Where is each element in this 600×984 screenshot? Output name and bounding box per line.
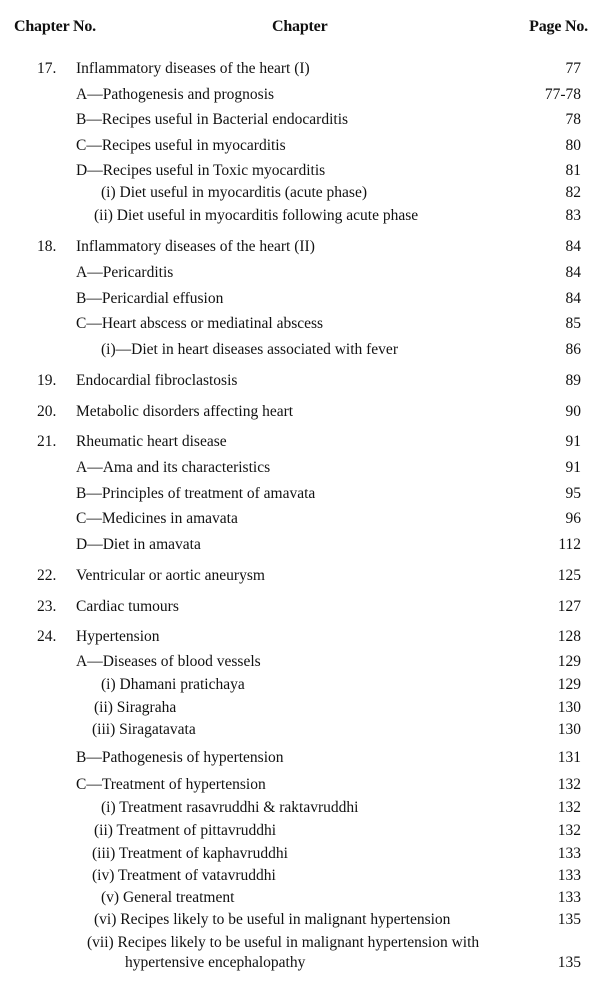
page-number: 130 (557, 721, 581, 738)
chapter-number: 24. (37, 628, 57, 645)
entry-title: (ii) Siragraha (94, 699, 177, 716)
entry-title: D—Recipes useful in Toxic myocarditis (76, 162, 326, 179)
toc-subentry (0, 111, 600, 133)
toc-entry-20 (0, 403, 600, 425)
toc-subentry (0, 822, 600, 844)
toc-subentry (0, 845, 600, 867)
entry-title: C—Recipes useful in myocarditis (76, 137, 286, 154)
entry-title: (i) Diet useful in myocarditis (acute phase) (101, 184, 367, 201)
page-number: 135 (557, 954, 581, 971)
entry-title: (iv) Treatment of vatavruddhi (92, 867, 276, 884)
toc-subentry (0, 162, 600, 184)
page-number: 83 (565, 207, 581, 224)
page-number: 127 (557, 598, 581, 615)
toc-subentry (0, 290, 600, 312)
toc-subentry-continued (0, 954, 600, 976)
entry-title: (vi) Recipes likely to be useful in malignant hypertension (94, 911, 451, 928)
toc-subentry (0, 315, 600, 337)
toc-subentry (0, 137, 600, 159)
page-number: 77-78 (544, 86, 581, 103)
toc-subentry (0, 459, 600, 481)
page-number: 95 (565, 485, 581, 502)
page-number: 133 (557, 867, 581, 884)
toc-subentry (0, 184, 600, 206)
page-number: 81 (565, 162, 581, 179)
chapter-number: 18. (37, 238, 57, 255)
page-number: 96 (565, 510, 581, 527)
toc-subentry (0, 699, 600, 721)
entry-title: D—Diet in amavata (76, 536, 201, 553)
chapter-number: 17. (37, 60, 57, 77)
entry-title: (ii) Treatment of pittavruddhi (94, 822, 277, 839)
page-number: 129 (557, 653, 581, 670)
entry-title: (iii) Siragatavata (92, 721, 196, 738)
toc-entry-23 (0, 598, 600, 620)
page-number: 132 (557, 822, 581, 839)
entry-title: C—Heart abscess or mediatinal abscess (76, 315, 324, 332)
entry-title: B—Pericardial effusion (76, 290, 224, 307)
entry-title: A—Diseases of blood vessels (76, 653, 261, 670)
entry-title: Inflammatory diseases of the heart (I) (76, 60, 310, 77)
chapter-number: 20. (37, 403, 57, 420)
page-number: 90 (565, 403, 581, 420)
toc-subentry (0, 749, 600, 771)
entry-title: A—Pathogenesis and prognosis (76, 86, 275, 103)
entry-title: C—Medicines in amavata (76, 510, 238, 527)
page-number: 128 (557, 628, 581, 645)
page-number: 84 (565, 290, 581, 307)
chapter-number: 21. (37, 433, 57, 450)
toc-subentry (0, 86, 600, 108)
entry-title: Ventricular or aortic aneurysm (76, 567, 265, 584)
chapter-number: 19. (37, 372, 57, 389)
page-number: 78 (565, 111, 581, 128)
entry-title: (i)—Diet in heart diseases associated with fever (101, 341, 398, 358)
page-number: 85 (565, 315, 581, 332)
entry-title: hypertensive encephalopathy (125, 954, 306, 971)
entry-title: C—Treatment of hypertension (76, 776, 266, 793)
page-number: 130 (557, 699, 581, 716)
toc-subentry (0, 510, 600, 532)
entry-title: Hypertension (76, 628, 160, 645)
toc-entry-17 (0, 60, 600, 82)
entry-title: (iii) Treatment of kaphavruddhi (92, 845, 288, 862)
entry-title: Rheumatic heart disease (76, 433, 227, 450)
page-number: 80 (565, 137, 581, 154)
page-number: 77 (565, 60, 581, 77)
entry-title: Cardiac tumours (76, 598, 179, 615)
toc-entry-18 (0, 238, 600, 260)
toc-subentry (0, 934, 600, 956)
page-number: 112 (558, 536, 581, 553)
entry-title: (v) General treatment (101, 889, 235, 906)
toc-entry-19 (0, 372, 600, 394)
page-number: 89 (565, 372, 581, 389)
page-number: 133 (557, 845, 581, 862)
toc-subentry (0, 911, 600, 933)
chapter-number: 22. (37, 567, 57, 584)
chapter-number: 23. (37, 598, 57, 615)
entry-title: (ii) Diet useful in myocarditis following acute phase (94, 207, 419, 224)
entry-title: B—Recipes useful in Bacterial endocarditis (76, 111, 349, 128)
page-number: 131 (557, 749, 581, 766)
page-number: 84 (565, 264, 581, 281)
entry-title: Metabolic disorders affecting heart (76, 403, 294, 420)
toc-entry-21 (0, 433, 600, 455)
header-chapter-no: Chapter No. (14, 18, 96, 35)
page-number: 132 (557, 799, 581, 816)
toc-subentry (0, 341, 600, 363)
toc-subentry (0, 653, 600, 675)
toc-subentry (0, 485, 600, 507)
header-page-no: Page No. (529, 18, 588, 35)
toc-entry-22 (0, 567, 600, 589)
entry-title: A—Pericarditis (76, 264, 174, 281)
entry-title: B—Principles of treatment of amavata (76, 485, 316, 502)
toc-subentry (0, 676, 600, 698)
entry-title: (i) Treatment rasavruddhi & raktavruddhi (101, 799, 359, 816)
entry-title: Endocardial fibroclastosis (76, 372, 238, 389)
page-number: 133 (557, 889, 581, 906)
page-number: 91 (565, 433, 581, 450)
toc-subentry (0, 776, 600, 798)
page-number: 132 (557, 776, 581, 793)
toc-subentry (0, 536, 600, 558)
toc-subentry (0, 889, 600, 911)
entry-title: Inflammatory diseases of the heart (II) (76, 238, 315, 255)
page-number: 91 (565, 459, 581, 476)
toc-subentry (0, 799, 600, 821)
page-number: 84 (565, 238, 581, 255)
entry-title: (vii) Recipes likely to be useful in malignant hypertension with (87, 934, 480, 951)
toc-subentry (0, 867, 600, 889)
header-chapter: Chapter (272, 18, 328, 35)
page-number: 135 (557, 911, 581, 928)
toc-entry-24 (0, 628, 600, 650)
toc-header (0, 18, 600, 38)
toc-subentry (0, 721, 600, 743)
entry-title: A—Ama and its characteristics (76, 459, 271, 476)
toc-subentry (0, 264, 600, 286)
page-number: 125 (557, 567, 581, 584)
page-number: 86 (565, 341, 581, 358)
entry-title: B—Pathogenesis of hypertension (76, 749, 284, 766)
entry-title: (i) Dhamani pratichaya (101, 676, 245, 693)
page-number: 129 (557, 676, 581, 693)
page-number: 82 (565, 184, 581, 201)
toc-subentry (0, 207, 600, 229)
